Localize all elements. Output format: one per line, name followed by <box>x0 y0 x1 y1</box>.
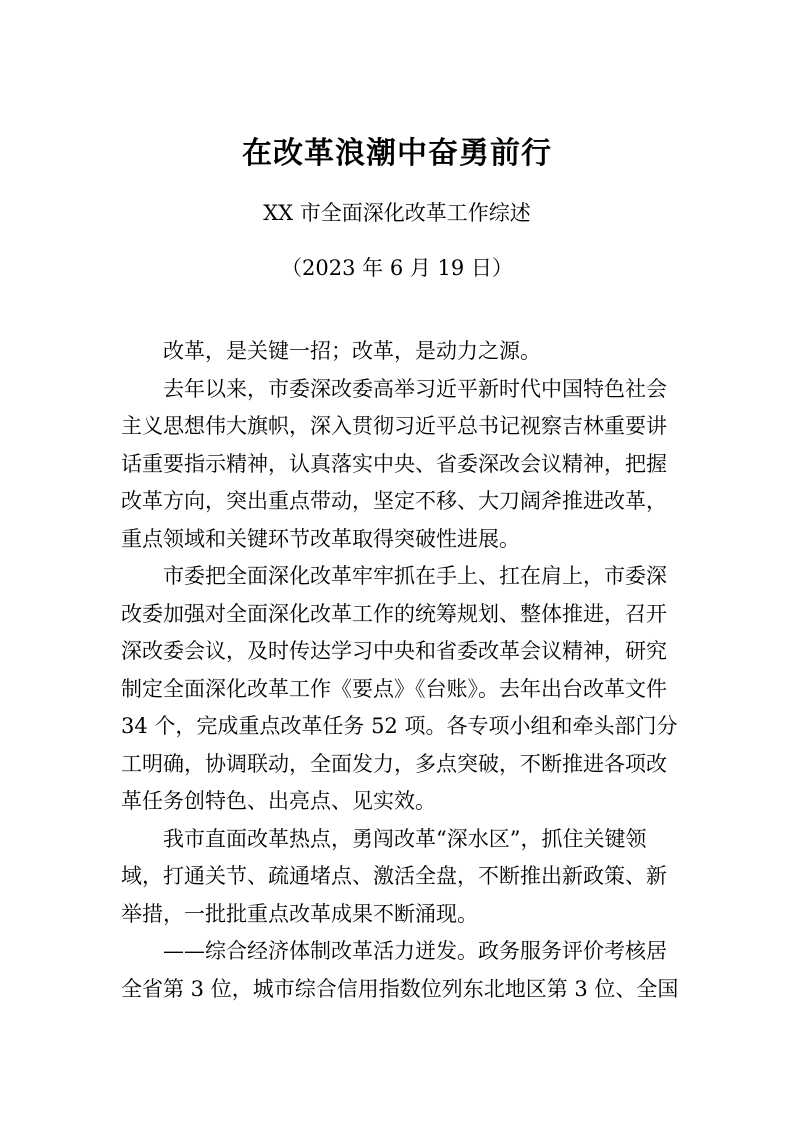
document-subtitle: XX 市全面深化改革工作综述 <box>263 201 531 225</box>
paragraph-1: 改革，是关键一招；改革，是动力之源。 <box>163 339 541 363</box>
paragraph-5: ——综合经济体制改革活力迸发。政务服务评价考核居全省第 3 位，城市综合信用指数位列东北地区第 3 位、全国 <box>121 939 679 1001</box>
document-body <box>121 333 681 1008</box>
paragraph-2: 去年以来，市委深改委高举习近平新时代中国特色社会主义思想伟大旗帜，深入贯彻习近平总书记视察吉林重要讲话重要指示精神，认真落实中央、省委深改会议精神，把握改革方向，突出重点带动，坚定不移、大刀阔斧推进改革， 重点领域和关键环节改革取得突破性进展。 <box>121 376 667 551</box>
document-title: 在改革浪潮中奋勇前行 <box>242 136 552 171</box>
document-date: （2023 年 6 月 19 日） <box>281 256 513 280</box>
paragraph-4: 我市直面改革热点，勇闯改革“深水区”，抓住关键领域，打通关节、疏通堵点、激活全盘，不断推出新政策、新举措，一批批重点改革成果不断涌现。 <box>121 826 667 926</box>
paragraph-3: 市委把全面深化改革牢牢抓在手上、扛在肩上，市委深改委加强对全面深化改革工作的统筹规划、整体推进，召开深改委会议，及时传达学习中央和省委改革会议精神，研究制定全面深化改革工作《要点》《台账》。去年出台改革文件 34 个，完成重点改革任务 52 项。各专项小组和牵头部门分工明确，协调联动，全面发力，多点突破，不断推进各项改革任务创特色、出亮点、见实效。 <box>121 564 678 813</box>
